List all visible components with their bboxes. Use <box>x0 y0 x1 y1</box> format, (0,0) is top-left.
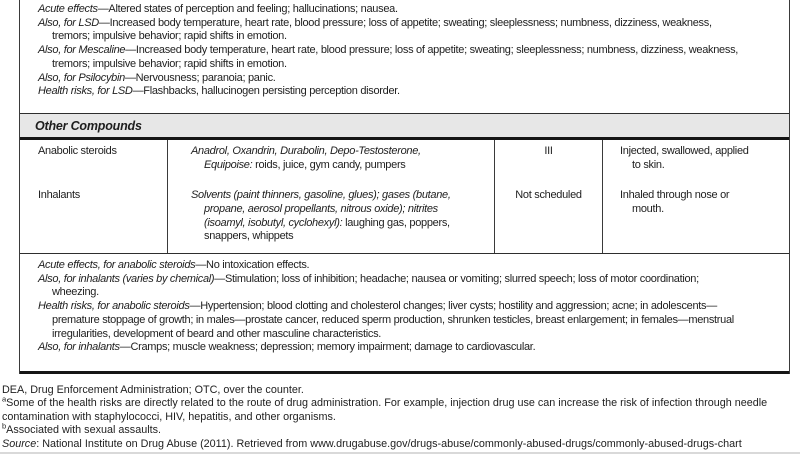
drug-names-regular: roids, juice, gym candy, pumpers <box>252 158 406 171</box>
footnote-b-text: Associated with sexual assaults. <box>6 424 162 437</box>
hallucinogens-notes-section <box>20 0 789 114</box>
source-text: : National Institute on Drug Abuse (2011). Retrieved from www.drugabuse.gov/drugs-abuse/commonly-abused-drugs/commonly-abused-drugs-chart <box>36 437 742 450</box>
drug-chart-table <box>19 0 790 374</box>
note-lead: Also, for Psilocybin <box>38 71 125 84</box>
note-text: —Stimulation; loss of inhibition; headache; nausea or vomiting; slurred speech; loss of motor coordination; wheezing. <box>52 272 699 299</box>
note-paragraph <box>20 341 747 355</box>
note-text: —Cramps; muscle weakness; depression; memory impairment; damage to cardiovascular. <box>119 341 536 354</box>
note-paragraph <box>20 259 747 273</box>
substance-cell: Anabolic steroids <box>38 145 117 157</box>
dea-schedule-cell: III <box>494 140 602 184</box>
note-text: —Increased body temperature, heart rate, blood pressure; loss of appetite; sweating; sleeplessness; numbness, dizziness, weakness, tremors; impulsive behavior; rapid shifts in emotion. <box>52 44 739 70</box>
note-lead: Also, for inhalants <box>38 341 120 354</box>
footnote-b <box>2 421 784 437</box>
note-lead: Acute effects, for anabolic steroids <box>38 259 196 271</box>
note-lead: Also, for inhalants (varies by chemical) <box>38 272 215 285</box>
note-paragraph <box>20 273 747 300</box>
note-text: —Flashbacks, hallucinogen persisting perception disorder. <box>132 85 400 98</box>
note-paragraph <box>20 44 747 71</box>
note-lead: Health risks, for LSD <box>38 85 133 98</box>
note-paragraph <box>20 3 747 17</box>
footnote-marker-b: b <box>2 421 7 431</box>
note-text: —Nervousness; paranoia; panic. <box>124 71 276 84</box>
note-lead: Also, for Mescaline <box>38 44 126 57</box>
note-text: —Hypertension; blood clotting and cholesterol changes; liver cysts; hostility and aggression; acne; in adolescents—premature stoppage of growth; in males—prostate cancer, reduced sperm production, shrunken testicles, breast enlargement; in females—menstrual irregularities, development of beard and other masculine characteristics. <box>52 300 734 340</box>
dea-schedule-cell: Not scheduled <box>494 184 602 253</box>
note-text: —No intoxication effects. <box>195 259 310 271</box>
footnotes <box>2 384 784 451</box>
note-lead: Acute effects <box>38 3 98 15</box>
note-paragraph <box>20 85 747 99</box>
compounds-table <box>20 140 789 254</box>
section-title: Other Compounds <box>35 118 142 133</box>
drug-names-cell <box>167 140 494 184</box>
footnote-marker-a: a <box>2 394 7 404</box>
note-paragraph <box>20 72 747 86</box>
administration-cell: Injected, swallowed, applied to skin. <box>602 140 788 184</box>
note-lead: Health risks, for anabolic steroids <box>38 300 190 313</box>
source-line <box>2 438 784 451</box>
administration-cell: Inhaled through nose or mouth. <box>602 184 788 253</box>
footnote-a <box>2 394 784 424</box>
drug-names-italic: Solvents (paint thinners, gasoline, glues); gases (butane, propane, aerosol propellants, nitrous oxide); nitrites (isoamyl, isobutyl, cyclohexyl): <box>191 189 451 229</box>
note-text: —Altered states of perception and feeling; hallucinations; nausea. <box>97 3 398 15</box>
page-edge-artifact <box>0 452 800 454</box>
source-label: Source <box>2 437 37 450</box>
note-text: —Increased body temperature, heart rate, blood pressure; loss of appetite; sweating; sleeplessness; numbness, dizziness, weakness, tremors; impulsive behavior; rapid shifts in emotion. <box>52 16 712 43</box>
drug-names-cell <box>167 184 494 253</box>
footnote-a-text: Some of the health risks are directly related to the route of drug administration. For example, injection drug use can increase the risk of infection through needle contamination with staphylococci, HIV, hepatitis, and other organisms. <box>2 397 768 423</box>
drug-names-regular: laughing gas, poppers, snappers, whippets <box>204 216 450 243</box>
abbreviations-note: DEA, Drug Enforcement Administration; OTC, over the counter. <box>2 384 304 396</box>
compounds-notes-section <box>20 254 789 374</box>
note-paragraph <box>20 17 747 44</box>
note-lead: Also, for LSD <box>38 16 99 29</box>
drug-names-italic: Anadrol, Oxandrin, Durabolin, Depo-Testosterone, Equipoise: <box>191 145 421 171</box>
note-paragraph <box>20 300 747 341</box>
other-compounds-header <box>20 114 789 140</box>
substance-cell: Inhalants <box>38 189 80 201</box>
